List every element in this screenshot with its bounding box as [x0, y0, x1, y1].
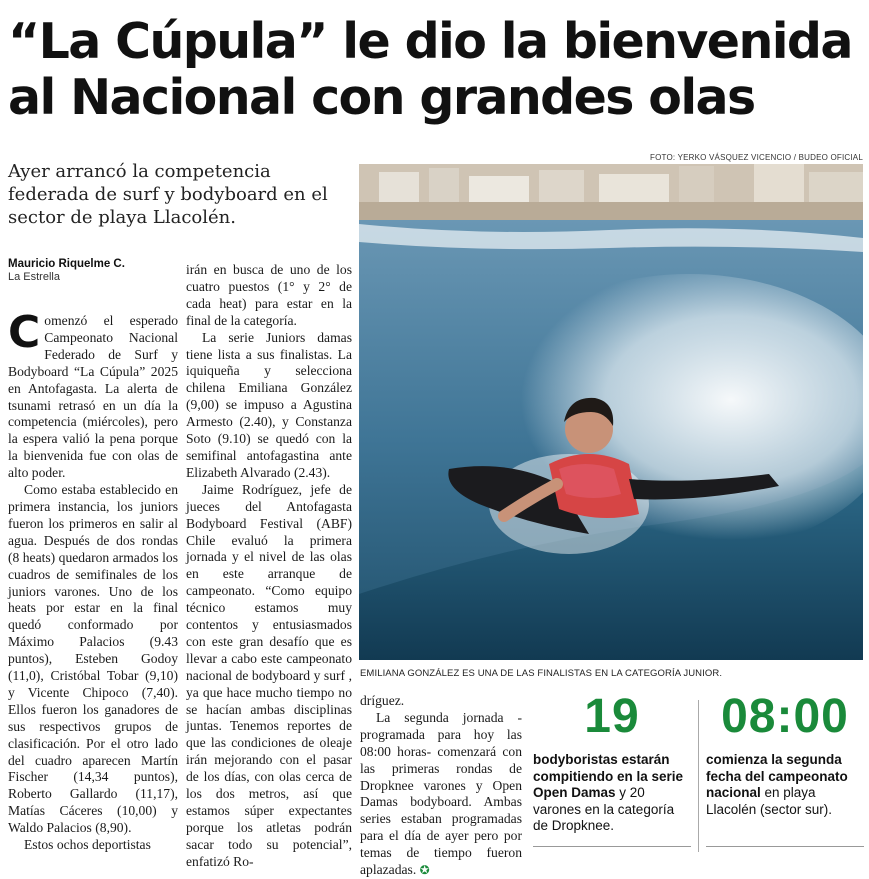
paragraph-text: La segunda jornada - programada para hoy las 08:00 horas- comenzará con las primeras rondas de Dropknee varones y Open Damas bodyboard. Ambas series estaban programadas para el día de ayer pero por temas de tiempo fueron aplazadas. [360, 709, 522, 878]
bodyboarder-wave-illustration [359, 164, 863, 660]
stat-description-rest: y 20 varones en la categoría de Dropknee. [533, 785, 675, 833]
surf-photo [359, 164, 863, 660]
body-column-1 [8, 307, 178, 854]
stat-description-bold: comienza la segunda fecha del campeonato nacional [706, 752, 848, 800]
stat-description-bold: bodyboristas estarán compitiendo en la serie Open Damas [533, 752, 684, 800]
body-column-2 [186, 262, 352, 871]
stat-description [706, 752, 864, 818]
stat-number: 19 [584, 690, 640, 743]
paragraph: La serie Juniors damas tiene lista a sus finalistas. La iquiqueña y selecciona chilena Emiliana González (9,00) se impuso a Agustina Armesto (2.40), y Constanza Soto (9.10) se quedó con la semifinal antofagastina ante Elizabeth Alvarado (2.43). [186, 329, 352, 480]
paragraph: dríguez. [360, 693, 405, 708]
body-column-3 [360, 693, 522, 879]
stat-description-rest: en playa Llacolén (sector sur). [706, 785, 833, 817]
byline [8, 258, 183, 283]
byline-outlet: La Estrella [8, 271, 60, 283]
photo-credit: FOTO: YERKO VÁSQUEZ VICENCIO / BUDEO OFICIAL [650, 153, 863, 162]
stat-box-1 [533, 690, 691, 835]
paragraph: irán en busca de uno de los cuatro puestos (1° y 2° de cada heat) para estar en la final de la categoría. [186, 262, 352, 328]
paragraph: Como estaba establecido en primera instancia, los juniors fueron los primeros en salir al agua. Después de dos rondas (8 heats) quedaron armados los cuadros de semifinales de los juniors varones. Uno de los heats por estar en la final quedó conformado por Máximo Palacios (9.43 puntos), Esteben Godoy (11,0), Cristóbal Tobar (9,10) y Vicente Chipoco (7,40). Ellos fueron los ganadores de sus respectivos grupos de clasificación. Por el otro lado del cuadro aparecen Martín Fischer (14,34 puntos), Roberto Gallardo (11,17), Matías Cáceres (10,00) y Waldo Palacios (8,90). [8, 482, 178, 836]
stat-rule [706, 846, 864, 847]
stat-number: 08:00 [721, 690, 849, 743]
paragraph [8, 307, 178, 482]
deck-subtitle: Ayer arrancó la competencia federada de surf y bodyboard en el sector de playa Llacolén. [8, 161, 328, 228]
paragraph: Jaime Rodríguez, jefe de jueces del Antofagasta Bodyboard Festival (ABF) Chile evaluó la primera jornada y el nivel de las olas en este arranque de campeonato. “Como equipo técnico estamos muy contentos y entusiasmados con este gran desafío que es llevar a cabo este campeonato nacional de bodyboard y surf , ya que hace mucho tiempo no se hacían ambas disciplinas juntas. Tenemos reportes de que las condiciones de oleaje irán mejorando con el pasar de los días, con olas cerca de los dos metros, así que estamos súper expectantes porque los atletas podrán sacar todo su potencial”, enfatizó Ro- [186, 481, 352, 869]
paragraph-text: omenzó el esperado Campeonato Nacional Federado de Surf y Bodyboard “La Cúpula” 2025 en Antofagasta. La alerta de tsunami retrasó en un día la competencia (miércoles), pero la espera valió la pena porque la bienvenida fue con olas de alto poder. [8, 313, 178, 481]
photo-caption: EMILIANA GONZÁLEZ ES UNA DE LAS FINALISTAS EN LA CATEGORÍA JUNIOR. [360, 668, 723, 679]
drop-cap: C [8, 307, 41, 358]
stat-box-2 [706, 690, 864, 818]
paragraph: Estos ochos deportistas [24, 837, 151, 853]
end-mark-icon: ✪ [419, 863, 430, 878]
byline-author: Mauricio Riquelme C. [8, 258, 125, 270]
stat-description [533, 752, 691, 835]
headline: “La Cúpula” le dio la bienvenida al Nacional con grandes olas [8, 13, 852, 126]
stat-rule [533, 846, 691, 847]
paragraph [360, 710, 522, 879]
column-divider [698, 700, 699, 852]
